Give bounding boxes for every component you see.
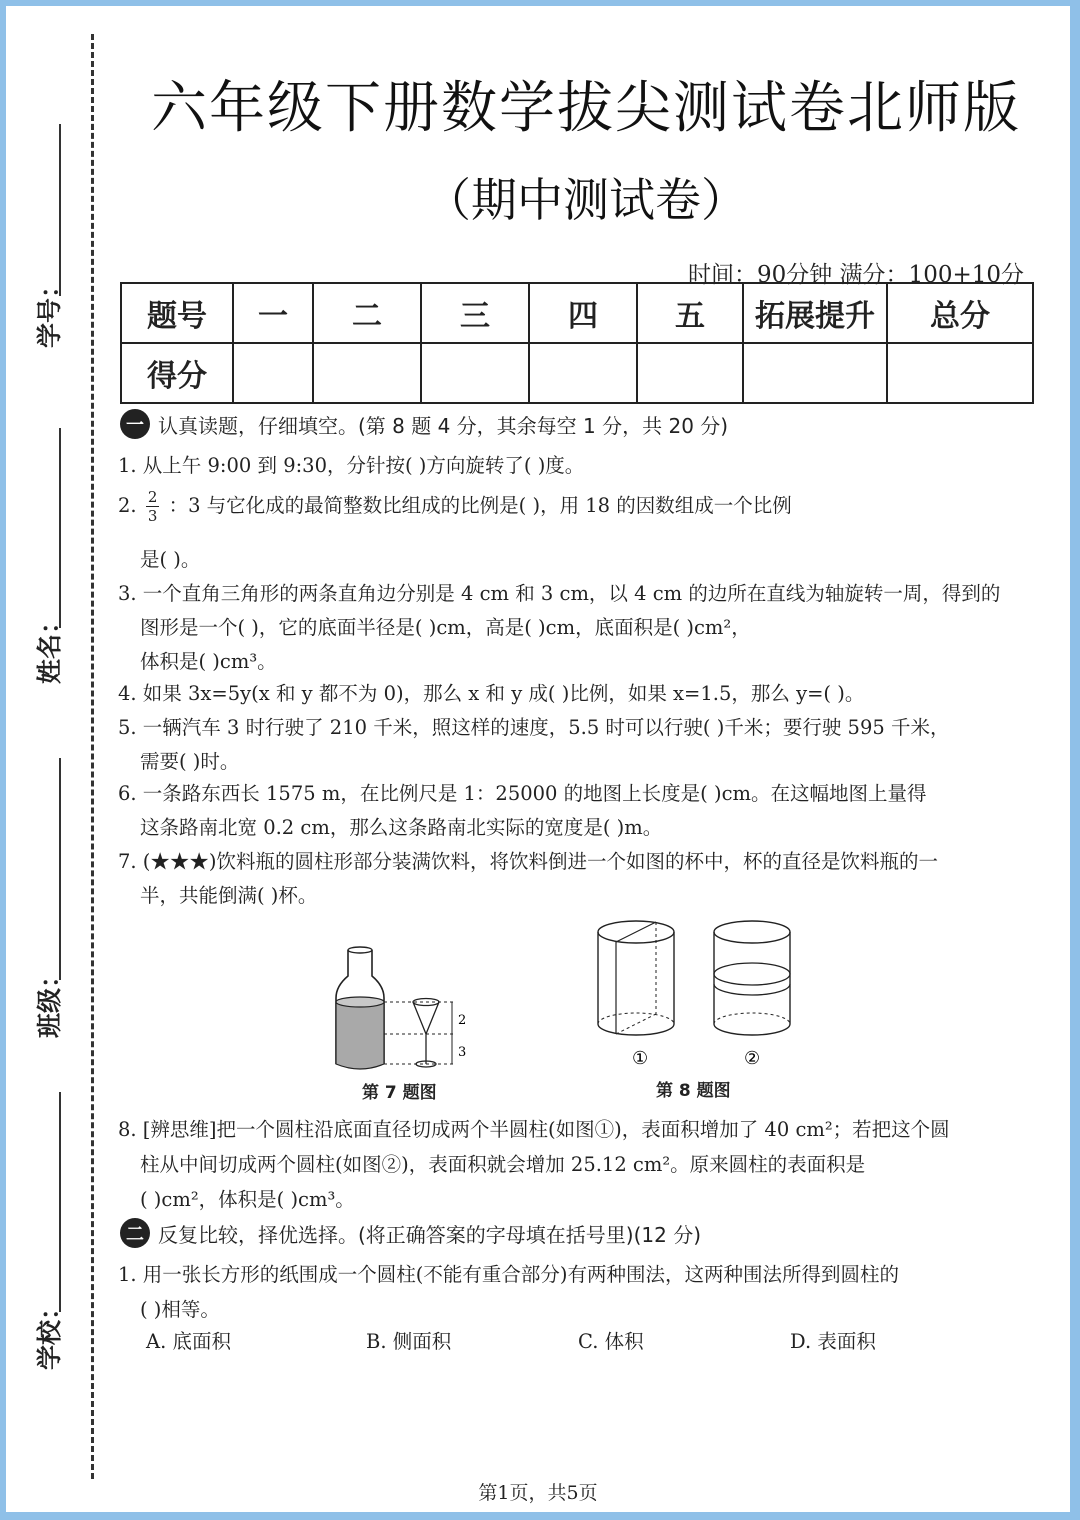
binding-dashed-line [91, 34, 94, 1479]
section-2-number: 二 [120, 1218, 150, 1248]
score-cell[interactable] [637, 343, 743, 403]
student-id-line [59, 124, 61, 296]
fraction-numerator: 2 [147, 488, 158, 506]
score-cell[interactable] [313, 343, 421, 403]
section-1-title: 认真读题，仔细填空。(第 8 题 4 分，其余每空 1 分，共 20 分) [158, 413, 729, 438]
option-a[interactable]: A. 底面积 [146, 1330, 231, 1353]
header-cell: 一 [233, 283, 313, 343]
score-table-header-row [121, 283, 1033, 343]
bottle-mouth [348, 947, 372, 953]
figure-7-caption: 第 7 题图 [362, 1083, 437, 1103]
question: 体积是( )cm³。 [140, 650, 277, 673]
exam-meta: 时间：90分钟 满分：100+10分 [687, 262, 1024, 288]
option-c[interactable]: C. 体积 [578, 1330, 644, 1353]
question: 3. 一个直角三角形的两条直角边分别是 4 cm 和 3 cm，以 4 cm 的边所在直线为轴旋转一周，得到的 [118, 582, 1001, 605]
question: ( )cm²，体积是( )cm³。 [140, 1188, 355, 1211]
fraction [146, 488, 160, 525]
question: 5. 一辆汽车 3 时行驶了 210 千米，照这样的速度，5.5 时可以行驶( )千米；要行驶 595 千米， [118, 716, 950, 739]
question: ( )相等。 [140, 1298, 220, 1321]
option-d[interactable]: D. 表面积 [790, 1330, 876, 1353]
option-b[interactable]: B. 侧面积 [366, 1330, 452, 1353]
page-title: 六年级下册数学拔尖测试卷北师版 [151, 76, 1021, 141]
name-line [59, 428, 61, 628]
header-cell: 三 [421, 283, 529, 343]
exam-page [6, 6, 1070, 1512]
figure-label-2: ② [744, 1048, 761, 1069]
student-id-label: 学号： [35, 272, 64, 348]
section-1-heading [120, 409, 728, 439]
cylinder-2-bottom [714, 1024, 790, 1035]
fraction-denominator: 3 [147, 507, 158, 525]
cylinder-2-top [714, 921, 790, 943]
cup-body [413, 1002, 439, 1064]
question-2 [118, 488, 1018, 525]
question: 1. 从上午 9:00 到 9:30，分针按( )方向旋转了( )度。 [118, 454, 585, 477]
liquid-surface [336, 997, 384, 1007]
question: 半，共能倒满( )杯。 [140, 884, 318, 907]
cylinder-1-bottom [598, 1024, 674, 1035]
cut-diameter-top [616, 922, 656, 942]
header-cell: 总分 [887, 283, 1033, 343]
figure-8-caption: 第 8 题图 [656, 1081, 731, 1101]
score-table [120, 282, 1034, 404]
question: 7. (★★★)饮料瓶的圆柱形部分装满饮料，将饮料倒进一个如图的杯中，杯的直径是饮料瓶的一 [118, 850, 939, 873]
class-label: 班级： [35, 962, 64, 1038]
score-cell[interactable] [529, 343, 637, 403]
name-label: 姓名： [35, 608, 64, 684]
section-2-title: 反复比较，择优选择。(将正确答案的字母填在括号里)(12 分) [158, 1222, 702, 1247]
figure-7-bottle-and-cup [326, 936, 486, 1076]
section-2-heading [120, 1218, 701, 1248]
dimension-3: 3 [458, 1045, 467, 1060]
question: 1. 用一张长方形的纸围成一个圆柱(不能有重合部分)有两种围法，这两种围法所得到圆柱的 [118, 1263, 900, 1286]
cut-diameter-bottom [616, 1014, 656, 1034]
page-footer: 第1页，共5页 [478, 1482, 598, 1504]
score-cell[interactable] [421, 343, 529, 403]
question: 需要( )时。 [140, 750, 240, 773]
question: 图形是一个( )，它的底面半径是( )cm，高是( )cm，底面积是( )cm²， [140, 616, 751, 639]
figure-8-cylinders [586, 912, 806, 1072]
score-table-score-row [121, 343, 1033, 403]
cut-section-back [714, 963, 790, 974]
dimension-2: 2 [458, 1013, 467, 1028]
school-line [59, 1092, 61, 1312]
question: 这条路南北宽 0.2 cm，那么这条路南北实际的宽度是( )m。 [140, 816, 663, 839]
question-2-text: ：3 与它化成的最简整数比组成的比例是( )，用 18 的因数组成一个比例 [168, 494, 792, 517]
score-cell[interactable] [233, 343, 313, 403]
header-cell: 拓展提升 [743, 283, 887, 343]
score-cell[interactable] [887, 343, 1033, 403]
page-subtitle: （期中测试卷） [425, 173, 747, 227]
cut-section-front [714, 974, 790, 985]
question: 柱从中间切成两个圆柱(如图②)，表面积就会增加 25.12 cm²。原来圆柱的表面积是 [140, 1153, 866, 1176]
figure-label-1: ① [632, 1048, 649, 1069]
header-cell: 题号 [121, 283, 233, 343]
question: 6. 一条路东西长 1575 m，在比例尺是 1：25000 的地图上长度是( )cm。在这幅地图上量得 [118, 782, 927, 805]
score-row-label: 得分 [121, 343, 233, 403]
score-cell[interactable] [743, 343, 887, 403]
question: 是( )。 [140, 548, 201, 571]
question-2-number: 2. [118, 494, 137, 517]
question: 4. 如果 3x=5y(x 和 y 都不为 0)，那么 x 和 y 成( )比例，如果 x=1.5，那么 y=( )。 [118, 682, 865, 705]
school-label: 学校： [35, 1294, 64, 1370]
header-cell: 二 [313, 283, 421, 343]
class-line [59, 758, 61, 980]
header-cell: 四 [529, 283, 637, 343]
header-cell: 五 [637, 283, 743, 343]
cylinder-1-bottom-hidden [598, 1013, 674, 1024]
question: 8. [辨思维]把一个圆柱沿底面直径切成两个半圆柱(如图①)，表面积增加了 40 cm²；若把这个圆 [118, 1118, 950, 1141]
cylinder-2-bottom-hidden [714, 1013, 790, 1024]
cut-section-lower [714, 984, 790, 995]
bottle-liquid [336, 1002, 384, 1069]
section-1-number: 一 [120, 409, 150, 439]
